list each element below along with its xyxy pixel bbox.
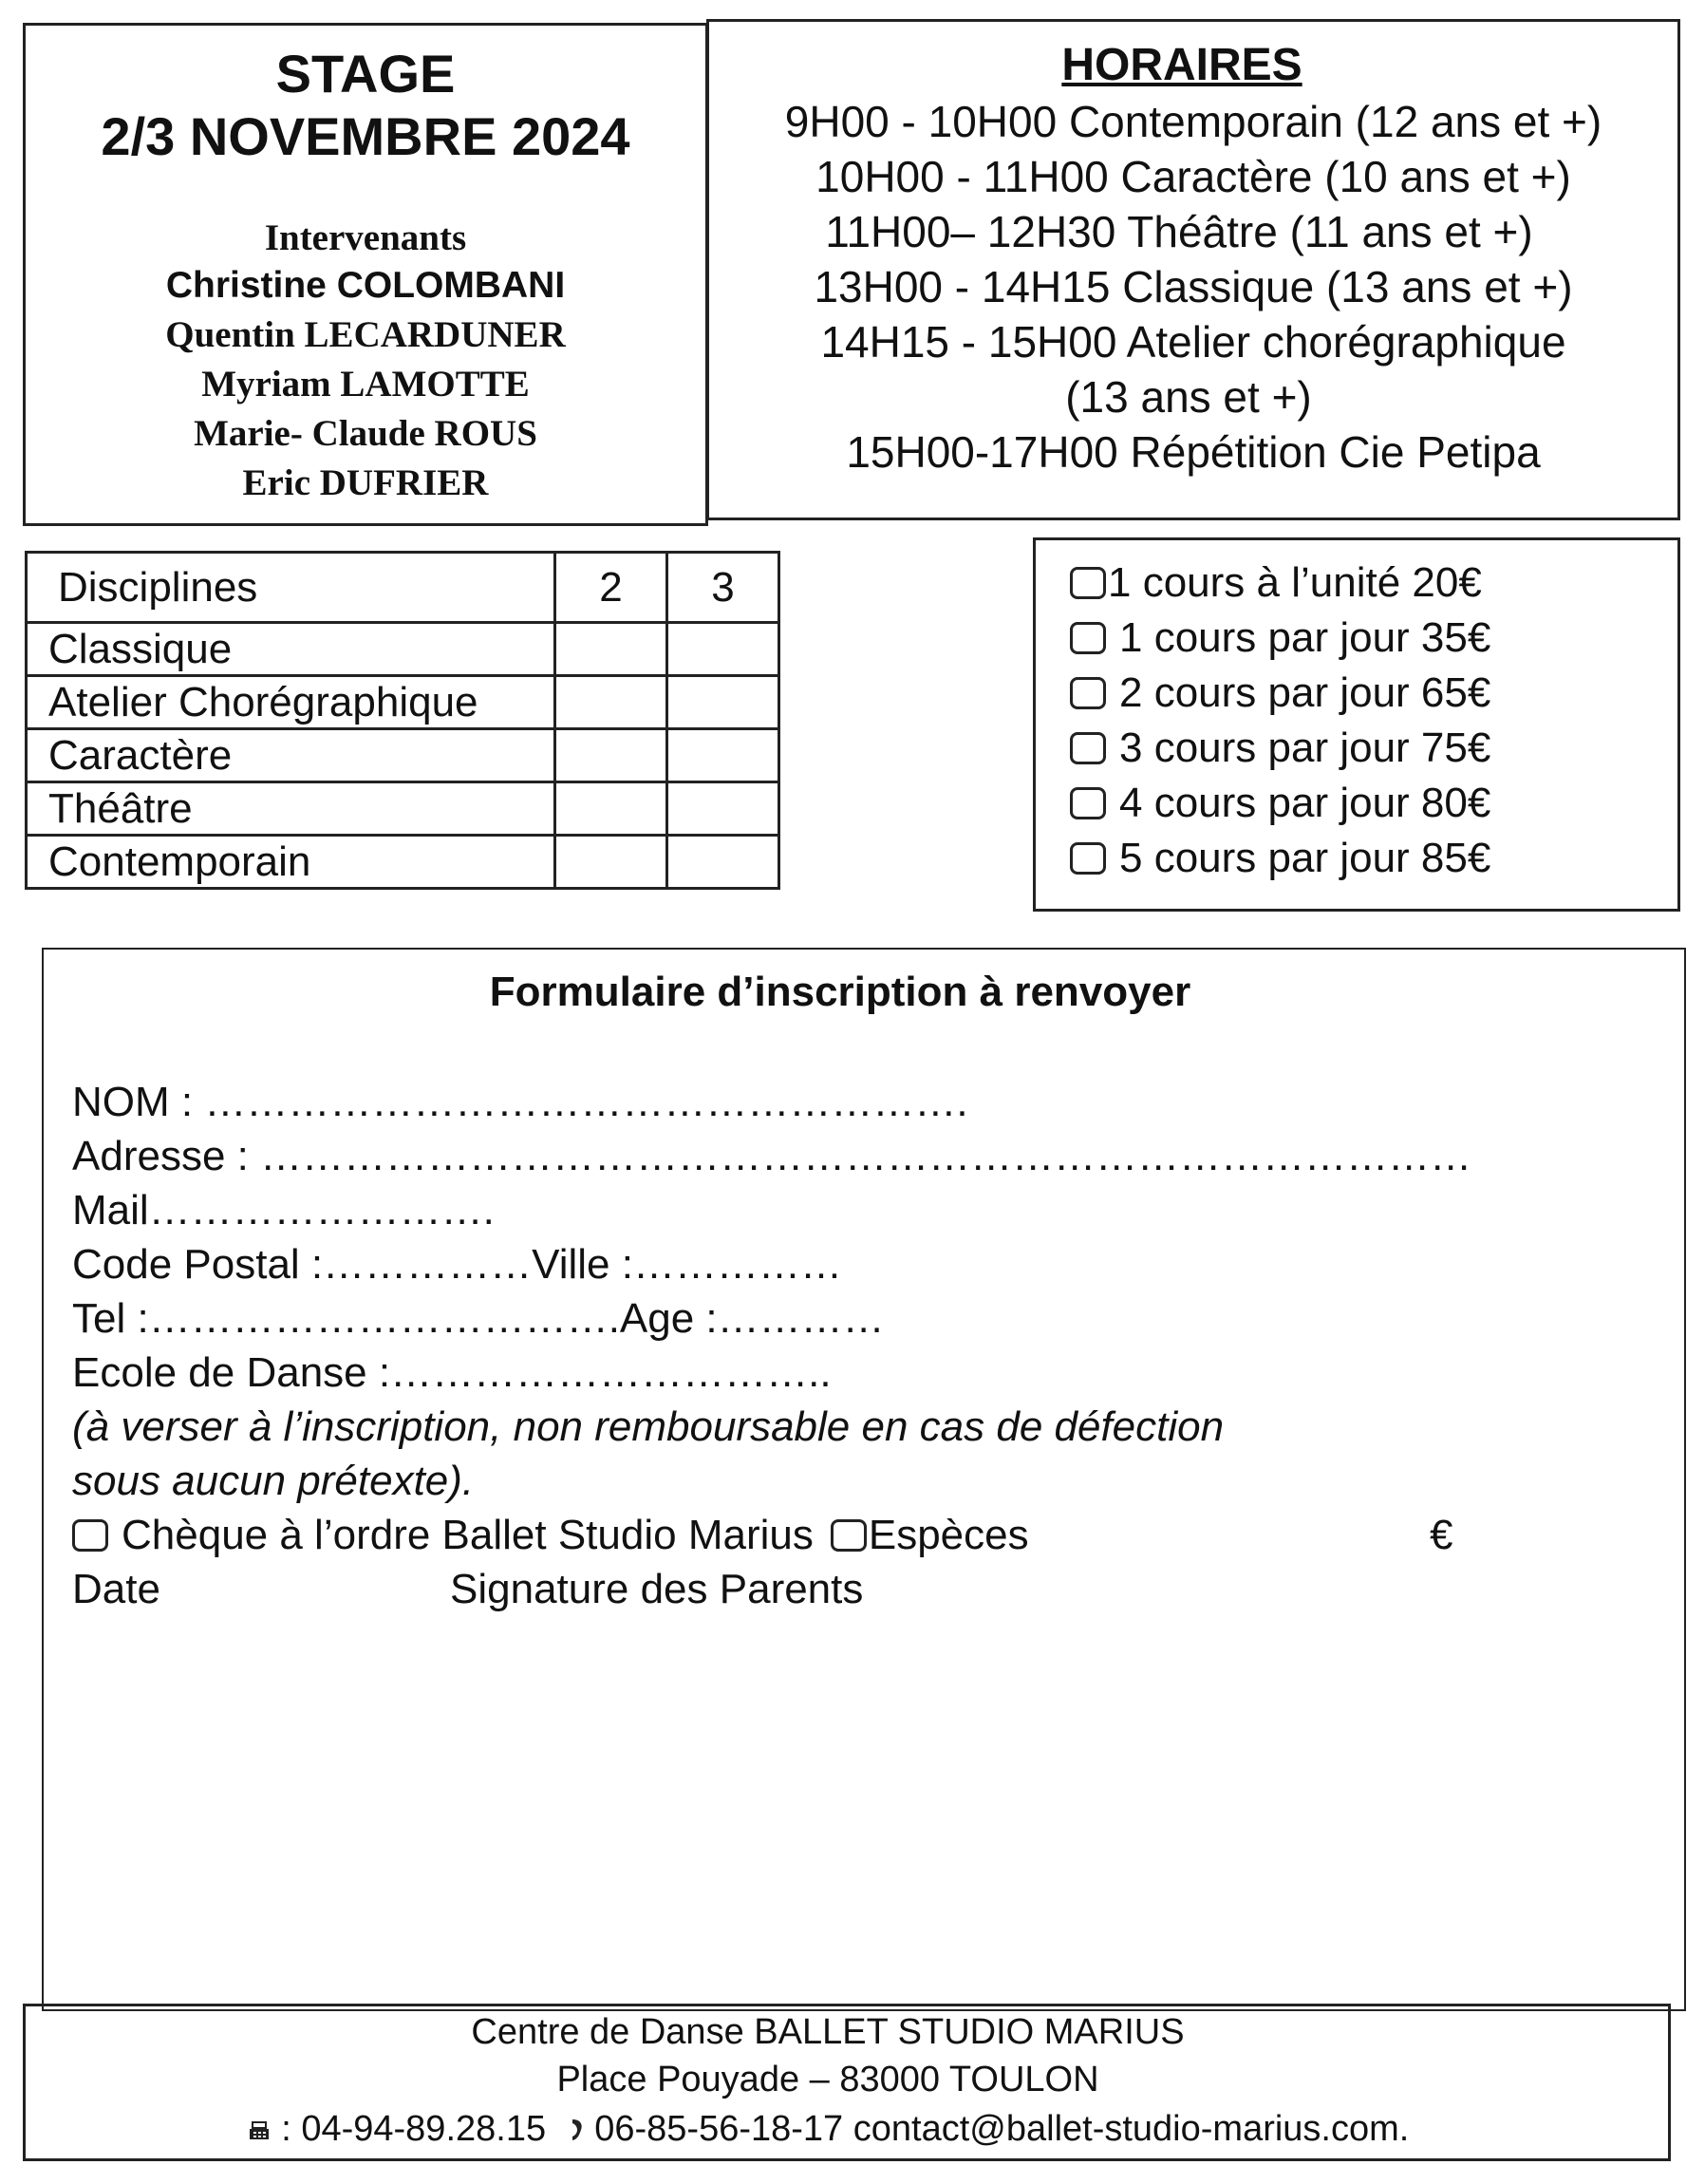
intervenant-1: Christine COLOMBANI — [165, 265, 566, 306]
cell-classique-day2[interactable] — [555, 623, 667, 676]
mobile-icon — [570, 2111, 585, 2136]
tarif-checkbox-6[interactable] — [1070, 842, 1106, 875]
tarif-checkbox-4[interactable] — [1070, 732, 1106, 764]
tarif-option-6 — [1070, 835, 1490, 882]
phone-icon — [247, 2111, 272, 2134]
horaire-line-5: 14H15 - 15H00 Atelier chorégraphique — [820, 317, 1566, 367]
table-header-row — [27, 553, 779, 623]
form-title: Formulaire d’inscription à renvoyer — [489, 969, 1191, 1015]
discipline-theatre: Théâtre — [27, 782, 555, 836]
table-row — [27, 623, 779, 676]
payment-note-line1: (à verser à l’inscription, non remboursable en cas de défection — [72, 1403, 1225, 1450]
payment-note-line2: sous aucun prétexte). — [72, 1458, 475, 1504]
horaire-line-6: (13 ans et +) — [1065, 372, 1312, 422]
table-row — [27, 676, 779, 729]
adresse-field[interactable]: Adresse : …………………………………………………………………………… — [72, 1133, 1472, 1179]
intervenants-label: Intervenants — [264, 217, 467, 258]
ecole-danse-field[interactable]: Ecole de Danse :………………………….. — [72, 1349, 832, 1396]
cell-atelier-day3[interactable] — [667, 676, 779, 729]
cell-caractere-day3[interactable] — [667, 729, 779, 782]
mail-field[interactable]: Mail……………………. — [72, 1187, 495, 1233]
tarif-option-5 — [1070, 780, 1490, 827]
registration-form — [42, 948, 1686, 2011]
tarif-label-4: 3 cours par jour 75€ — [1119, 725, 1491, 771]
cell-theatre-day3[interactable] — [667, 782, 779, 836]
tarif-label-6: 5 cours par jour 85€ — [1119, 835, 1491, 881]
mobile-number[interactable]: 06-85-56-18-17 — [594, 2109, 844, 2149]
tarif-option-1 — [1070, 559, 1482, 607]
horaire-line-4: 13H00 - 14H15 Classique (13 ans et +) — [814, 262, 1573, 311]
tarif-label-2: 1 cours par jour 35€ — [1119, 614, 1491, 661]
cell-contemporain-day3[interactable] — [667, 836, 779, 889]
tel-age-field[interactable]: Tel :…………………………….Age :………… — [72, 1295, 885, 1342]
horaires-box — [706, 19, 1680, 520]
discipline-caractere: Caractère — [27, 729, 555, 782]
footer-contact — [0, 2109, 1668, 2150]
intervenant-3: Myriam LAMOTTE — [201, 364, 530, 405]
intervenant-5: Eric DUFRIER — [242, 462, 489, 503]
date-label: Date — [72, 1566, 160, 1612]
code-postal-ville-field[interactable]: Code Postal :……………Ville :…………… — [72, 1241, 842, 1288]
payment-options — [72, 1512, 1029, 1559]
table-row — [27, 729, 779, 782]
stage-dates: 2/3 NOVEMBRE 2024 — [101, 106, 630, 166]
horaire-line-1: 9H00 - 10H00 Contemporain (12 ans et +) — [784, 97, 1602, 146]
especes-checkbox[interactable] — [831, 1519, 867, 1552]
intervenant-4: Marie- Claude ROUS — [194, 413, 537, 454]
tarif-option-2 — [1070, 614, 1490, 662]
cell-caractere-day2[interactable] — [555, 729, 667, 782]
discipline-classique: Classique — [27, 623, 555, 676]
horaire-line-3: 11H00– 12H30 Théâtre (11 ans et +) — [825, 207, 1533, 256]
tarif-label-3: 2 cours par jour 65€ — [1119, 669, 1491, 716]
horaire-line-2: 10H00 - 11H00 Caractère (10 ans et +) — [815, 152, 1571, 201]
day-header-2: 2 — [555, 553, 667, 623]
discipline-contemporain: Contemporain — [27, 836, 555, 889]
footer-school-name: Centre de Danse BALLET STUDIO MARIUS — [471, 2012, 1185, 2052]
tarifs-box — [1033, 537, 1680, 912]
especes-label: Espèces — [868, 1512, 1029, 1558]
horaires-title: HORAIRES — [1061, 40, 1302, 90]
footer-box — [23, 2004, 1671, 2161]
day-header-3: 3 — [667, 553, 779, 623]
cheque-label: Chèque à l’ordre Ballet Studio Marius — [122, 1512, 814, 1558]
nom-field[interactable]: NOM : ………………………………………………. — [72, 1079, 968, 1125]
tarif-option-3 — [1070, 669, 1490, 717]
stage-box — [23, 23, 708, 526]
contact-email[interactable]: contact@ballet-studio-marius.com. — [852, 2109, 1410, 2149]
cell-classique-day3[interactable] — [667, 623, 779, 676]
tarif-checkbox-5[interactable] — [1070, 787, 1106, 819]
table-row — [27, 782, 779, 836]
signature-label: Signature des Parents — [450, 1566, 864, 1612]
cell-atelier-day2[interactable] — [555, 676, 667, 729]
phone-number[interactable]: : 04-94-89.28.15 — [281, 2109, 547, 2149]
intervenant-2: Quentin LECARDUNER — [165, 314, 566, 355]
tarif-checkbox-1[interactable] — [1070, 567, 1106, 599]
disciplines-header: Disciplines — [27, 553, 555, 623]
table-row — [27, 836, 779, 889]
cell-theatre-day2[interactable] — [555, 782, 667, 836]
tarif-checkbox-2[interactable] — [1070, 622, 1106, 654]
disciplines-table — [25, 551, 780, 890]
cell-contemporain-day2[interactable] — [555, 836, 667, 889]
horaire-line-7: 15H00-17H00 Répétition Cie Petipa — [846, 427, 1541, 477]
amount-euro: € — [1430, 1512, 1453, 1558]
cheque-checkbox[interactable] — [72, 1519, 108, 1552]
tarif-label-5: 4 cours par jour 80€ — [1119, 780, 1491, 826]
tarif-label-1: 1 cours à l’unité 20€ — [1108, 559, 1482, 606]
footer-address: Place Pouyade – 83000 TOULON — [556, 2060, 1099, 2099]
tarif-checkbox-3[interactable] — [1070, 677, 1106, 709]
stage-title: STAGE — [275, 44, 456, 104]
discipline-atelier: Atelier Chorégraphique — [27, 676, 555, 729]
tarif-option-4 — [1070, 725, 1490, 772]
